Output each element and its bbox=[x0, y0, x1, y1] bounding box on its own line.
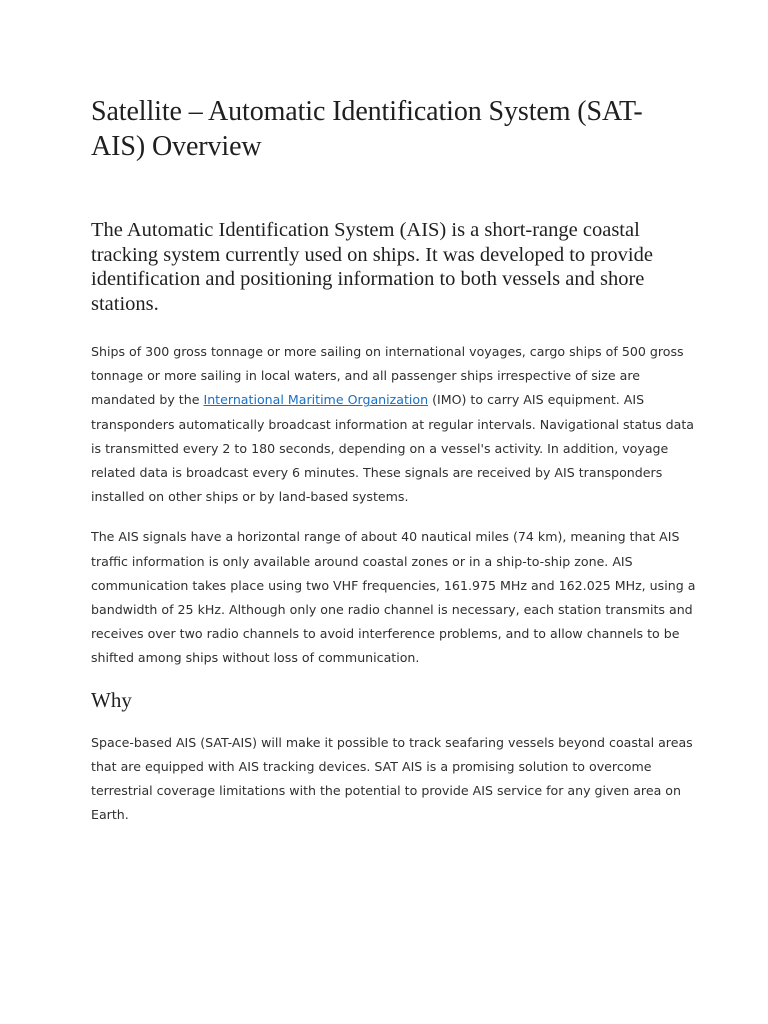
imo-link[interactable]: International Maritime Organization bbox=[203, 392, 429, 408]
document-content bbox=[91, 94, 696, 827]
lead-paragraph: The Automatic Identification System (AIS) is a short-range coastal tracking system currently used on ships. It was developed to provide identification and positioning information to both vessels and shore stations. bbox=[91, 219, 653, 315]
paragraph-1-text-after-link: (IMO) to carry AIS equipment. AIS transponders automatically broadcast information at regular intervals. Navigational status data is transmitted every 2 to 180 seconds, depending on a vessel's activity. In addition, voyage related data is broadcast every 6 minutes. These signals are received by AIS transponders installed on other ships or by land-based systems. bbox=[91, 392, 695, 505]
body-paragraph-2: The AIS signals have a horizontal range of about 40 nautical miles (74 km), meaning that AIS traffic information is only available around coastal zones or in a ship-to-ship zone. AIS communication takes place using two VHF frequencies, 161.975 MHz and 162.025 MHz, using a bandwidth of 25 kHz. Although only one radio channel is necessary, each station transmits and receives over two radio channels to avoid interference problems, and to allow channels to be shifted among ships without loss of communication. bbox=[91, 529, 696, 666]
body-paragraph-3: Space-based AIS (SAT-AIS) will make it possible to track seafaring vessels beyond coastal areas that are equipped with AIS tracking devices. SAT AIS is a promising solution to overcome terrestrial coverage limitations with the potential to provide AIS service for any given area on Earth. bbox=[91, 734, 693, 823]
body-paragraph-1 bbox=[91, 340, 701, 509]
page-title: Satellite – Automatic Identification System (SAT-AIS) Overview bbox=[91, 96, 643, 162]
section-heading-why: Why bbox=[91, 687, 132, 712]
paragraph-1-text-before-link: Ships of 300 gross tonnage or more sailing on international voyages, cargo ships of 500 gross tonnage or more sailing in local waters, and all passenger ships irrespective of size are mandated by the bbox=[91, 344, 684, 408]
